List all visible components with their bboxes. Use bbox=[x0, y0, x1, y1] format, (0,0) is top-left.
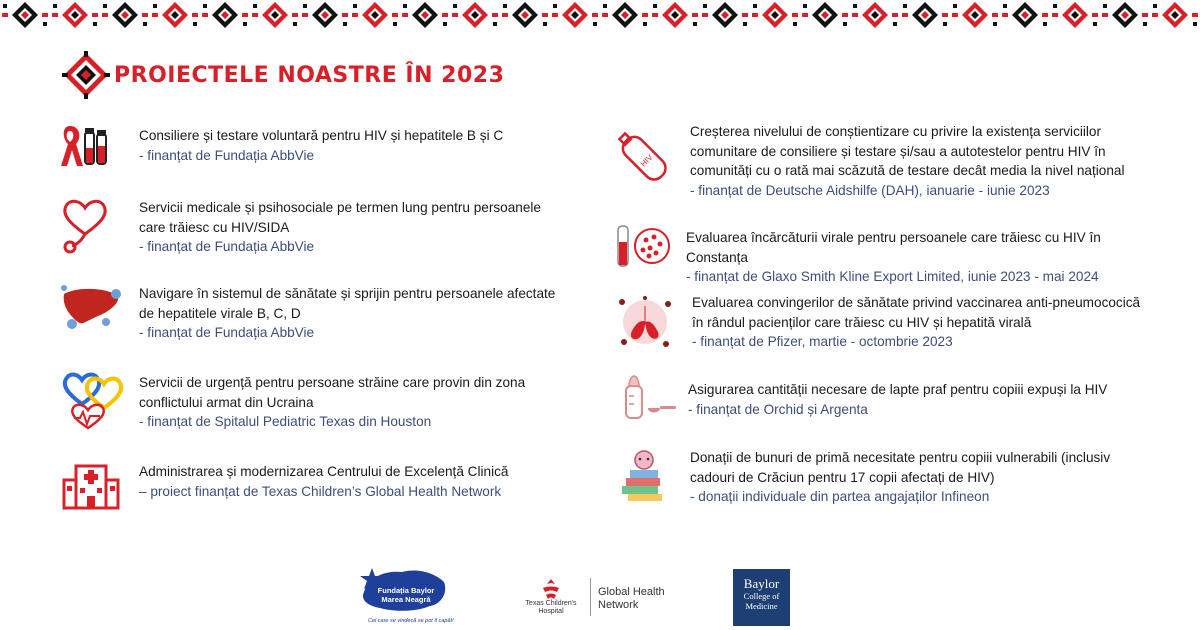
tch-network-line2: Network bbox=[598, 599, 639, 611]
embroidery-motif bbox=[0, 0, 50, 30]
project-funding: - finanțat de Fundația AbbVie bbox=[139, 147, 315, 163]
embroidery-motif bbox=[200, 0, 250, 30]
embroidery-motif bbox=[800, 0, 850, 30]
project-description: Navigare în sistemul de sănătate și sprijin pentru persoanele afectate de hepatitele virale B, C, D bbox=[139, 286, 556, 321]
fundatia-baylor-logo bbox=[354, 562, 454, 628]
liver-virus-icon bbox=[58, 282, 126, 334]
embroidery-motif bbox=[400, 0, 450, 30]
project-description: Asigurarea cantității necesare de lapte praf pentru copiii expuși la HIV bbox=[688, 382, 1108, 397]
toys-books-donation-icon bbox=[618, 448, 670, 504]
embroidery-motif bbox=[700, 0, 750, 30]
project-description: Servicii medicale și psihosociale pe termen lung pentru persoanele care trăiesc cu HIV/SIDA bbox=[139, 200, 541, 235]
project-description: Creșterea nivelului de conștientizare cu privire la existența serviciilor comunitare de consiliere și testare și/sau a autotestelor pentru HIV în comunități cu o rată mai scăzută de testare decât media la nivel național bbox=[690, 124, 1125, 178]
baylor-line3: Medicine bbox=[745, 601, 778, 611]
project-funding: - finanțat de Fundația AbbVie bbox=[139, 325, 315, 340]
embroidery-motif bbox=[600, 0, 650, 30]
embroidery-motif bbox=[500, 0, 550, 30]
embroidery-motif bbox=[350, 0, 400, 30]
project-description: Evaluarea convingerilor de sănătate privind vaccinarea anti-pneumococică în rândul pacienților care trăiesc cu HIV și hepatită virală bbox=[692, 295, 1141, 330]
embroidery-motif bbox=[1100, 0, 1150, 30]
ukraine-hearts-icon bbox=[60, 370, 130, 432]
embroidery-motif bbox=[1050, 0, 1100, 30]
lungs-virus-icon bbox=[616, 294, 674, 350]
folk-embroidery-border bbox=[0, 0, 1200, 30]
folk-emblem-icon bbox=[62, 51, 110, 99]
baylor-line1: Baylor bbox=[743, 576, 780, 591]
project-funding: - finanțat de Spitalul Pediatric Texas din Houston bbox=[139, 414, 432, 429]
heart-stethoscope-icon bbox=[60, 196, 110, 254]
texas-childrens-emblem-icon bbox=[540, 578, 562, 600]
page-header bbox=[62, 52, 504, 98]
project-funding: - donații individuale din partea angajaților Infineon bbox=[690, 489, 990, 504]
embroidery-motif bbox=[1150, 0, 1200, 30]
tch-name-line2: Hospital bbox=[538, 608, 564, 615]
project-description: Donații de bunuri de primă necesitate pentru copiii vulnerabili (inclusiv cadouri de Crăciun pentru 17 copii afectați de HIV) bbox=[690, 450, 1111, 485]
embroidery-motif bbox=[150, 0, 200, 30]
project-funding: - finanțat de Deutsche Aidshilfe (DAH), ianuarie - iunie 2023 bbox=[690, 182, 1050, 198]
embroidery-motif bbox=[450, 0, 500, 30]
baylor-line2: College of bbox=[743, 591, 780, 601]
hospital-building-icon bbox=[62, 458, 120, 510]
project-funding: – proiect finanțat de Texas Children’s Global Health Network bbox=[139, 483, 502, 499]
red-ribbon-test-tubes-icon bbox=[58, 122, 110, 170]
project-description: Evaluarea încărcăturii virale pentru persoanele care trăiesc cu HIV în Constanța bbox=[686, 230, 1101, 265]
tch-network-line1: Global Health bbox=[598, 586, 665, 598]
embroidery-motif bbox=[1000, 0, 1050, 30]
fundatia-tagline: Cei care se vindecă se pot îl capăt! bbox=[368, 618, 454, 624]
fundatia-name-line2: Marea Neagră bbox=[381, 595, 431, 604]
project-description: Servicii de urgență pentru persoane străine care provin din zona conflictului armat din Ucraina bbox=[139, 375, 526, 410]
project-funding: - finanțat de Pfizer, martie - octombrie 2023 bbox=[692, 334, 953, 349]
project-description: Consiliere și testare voluntară pentru HIV și hepatitele B și C bbox=[139, 128, 504, 143]
project-description: Administrarea și modernizarea Centrului de Excelență Clinică bbox=[139, 464, 509, 479]
embroidery-motif bbox=[900, 0, 950, 30]
baylor-college-logo bbox=[733, 569, 790, 626]
page-title: PROIECTELE NOASTRE ÎN 2023 bbox=[114, 62, 505, 88]
blood-vial-cells-icon bbox=[614, 222, 670, 270]
tch-name-line1: Texas Children's bbox=[525, 600, 577, 607]
embroidery-motif bbox=[250, 0, 300, 30]
embroidery-motif bbox=[50, 0, 100, 30]
embroidery-motif bbox=[850, 0, 900, 30]
svg-text:HIV: HIV bbox=[638, 152, 655, 169]
baby-bottle-formula-icon bbox=[620, 374, 678, 422]
logo-divider bbox=[590, 578, 591, 616]
texas-childrens-logo bbox=[518, 578, 668, 622]
embroidery-motif bbox=[300, 0, 350, 30]
project-funding: - finanțat de Orchid și Argenta bbox=[688, 401, 868, 417]
embroidery-motif bbox=[100, 0, 150, 30]
hiv-self-test-icon bbox=[616, 130, 678, 192]
embroidery-motif bbox=[950, 0, 1000, 30]
embroidery-motif bbox=[750, 0, 800, 30]
project-funding: - finanțat de Glaxo Smith Kline Export Limited, iunie 2023 - mai 2024 bbox=[686, 269, 1099, 284]
embroidery-motif bbox=[550, 0, 600, 30]
fundatia-name-line1: Fundația Baylor bbox=[377, 586, 435, 595]
embroidery-motif bbox=[650, 0, 700, 30]
project-funding: - finanțat de Fundația AbbVie bbox=[139, 239, 315, 254]
